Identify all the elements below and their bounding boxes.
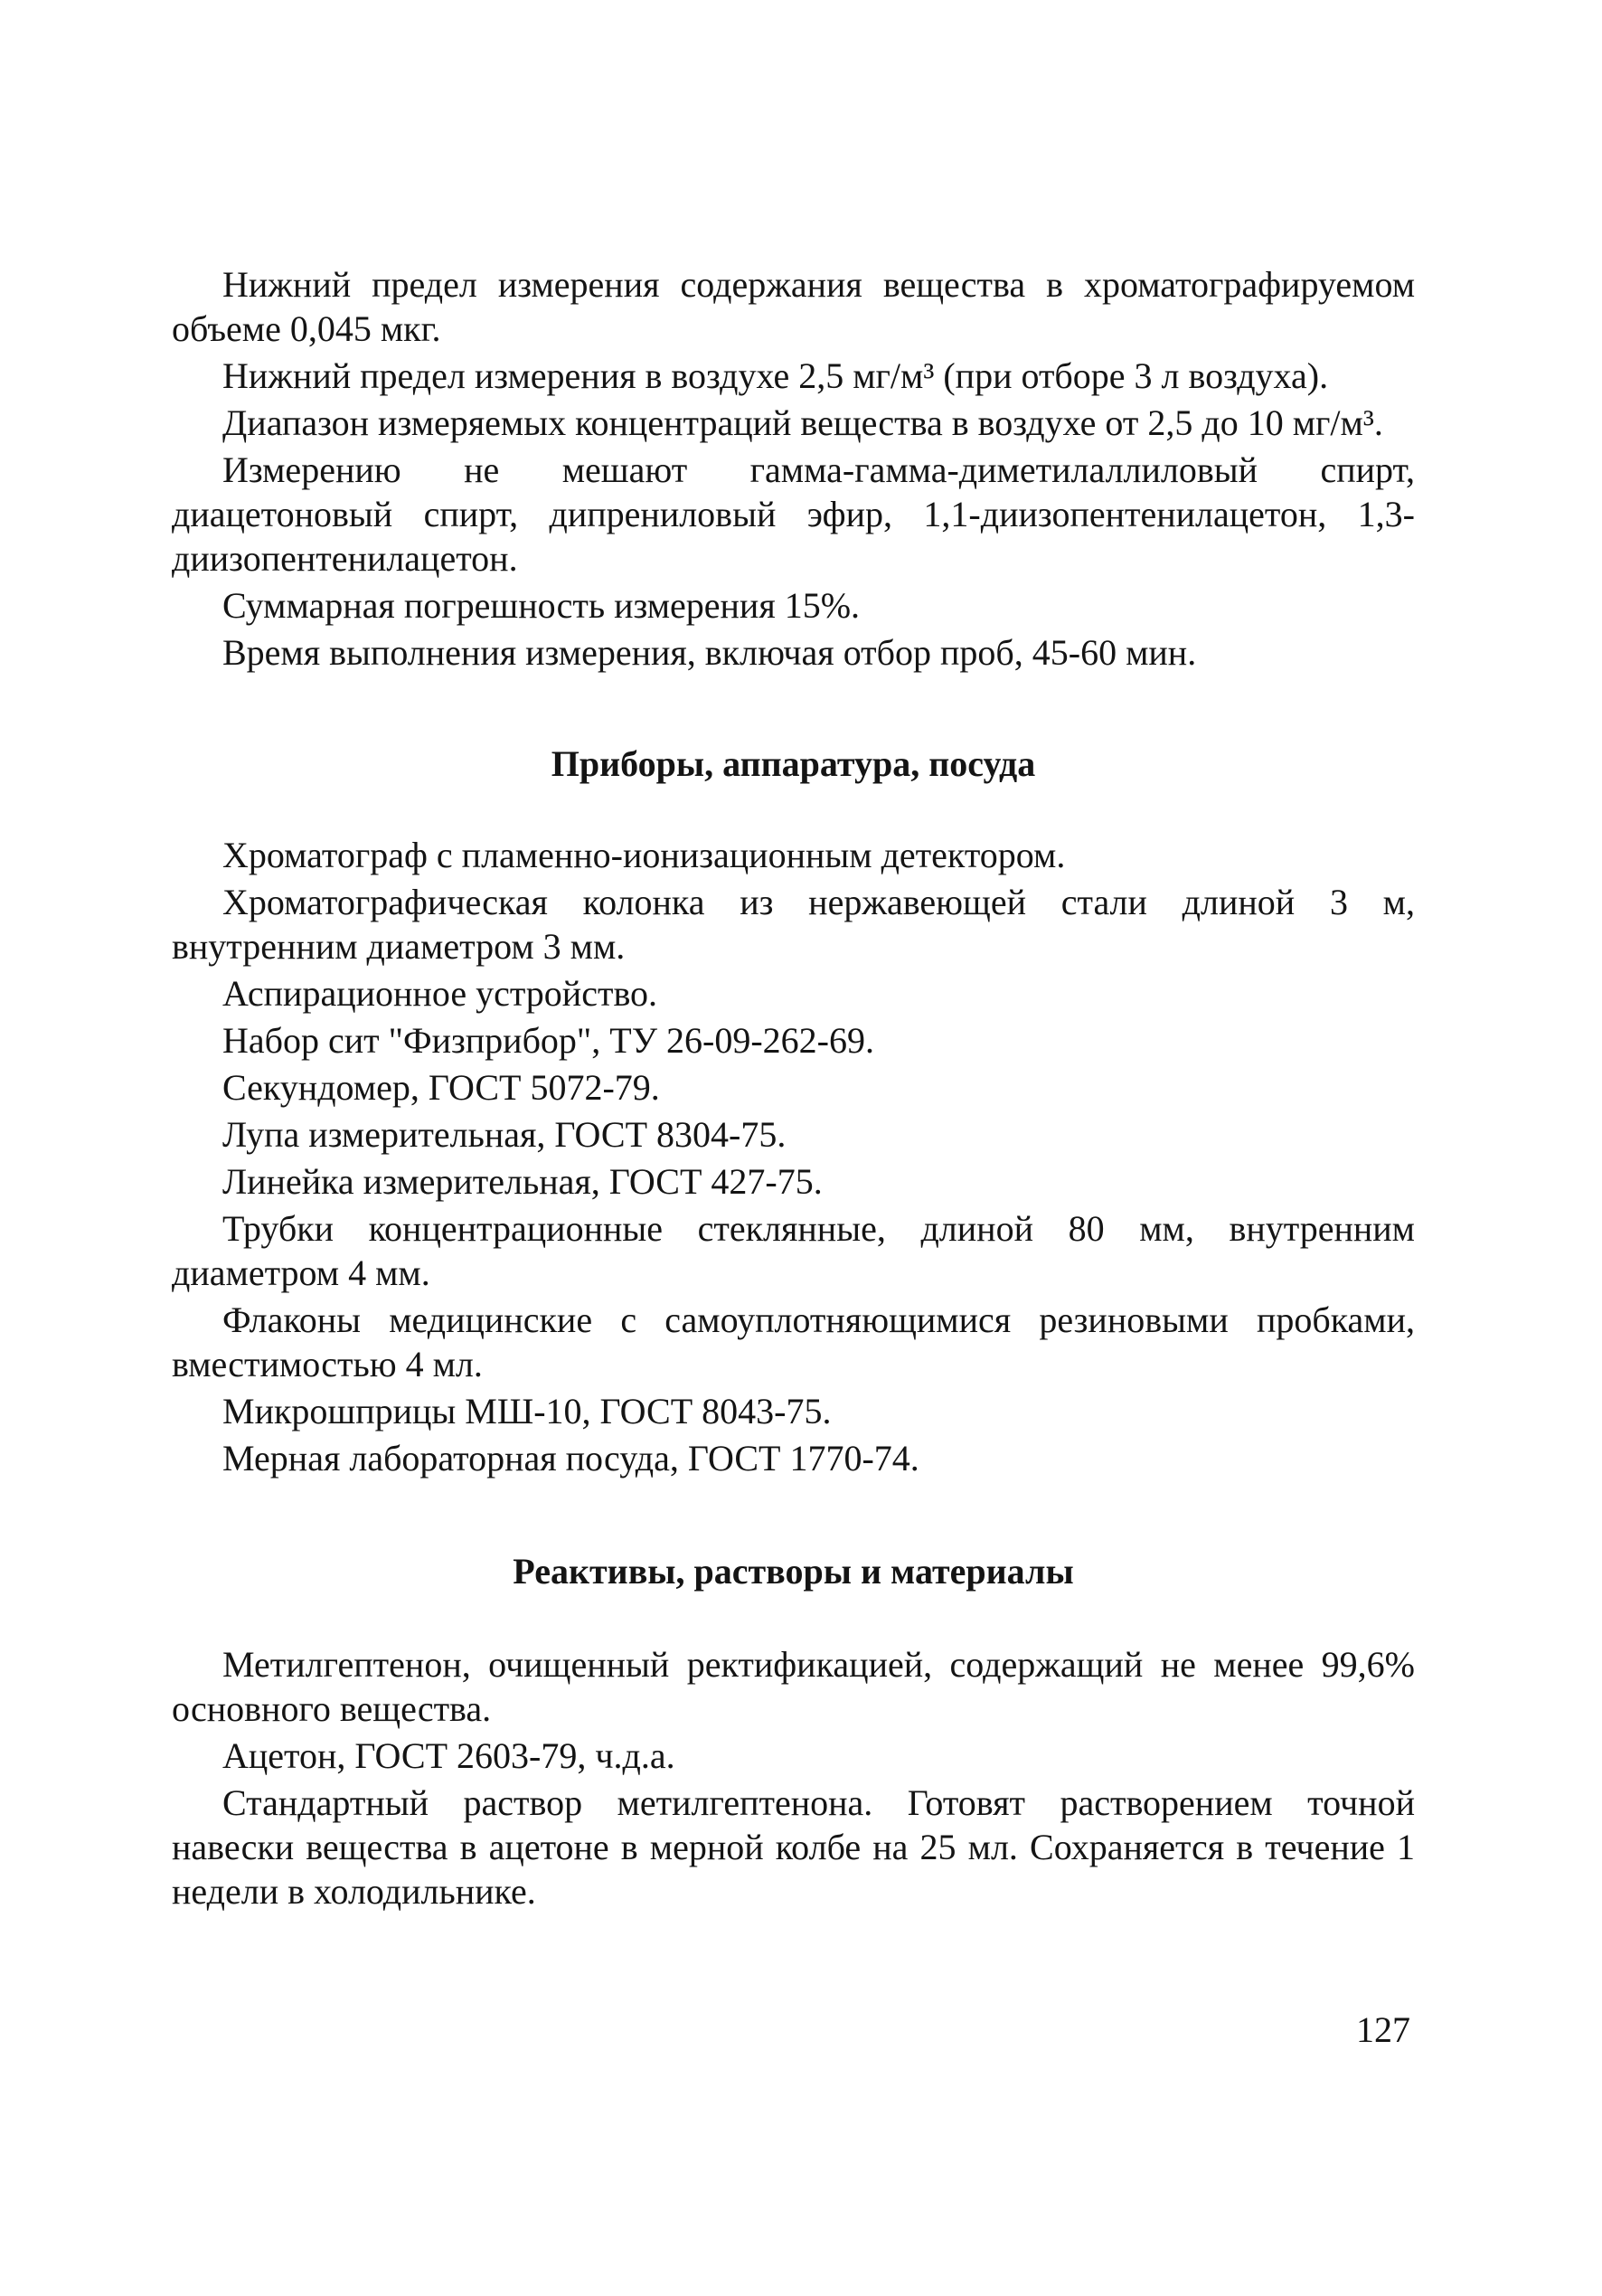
- reagent-item: Стандартный раствор метилгептенона. Готовят растворением точной навески вещества в ацетоне в мерной колбе на 25 мл. Сохраняется в течение 1 недели в холодильнике.: [172, 1782, 1415, 1912]
- reagent-item: Метилгептенон, очищенный ректификацией, содержащий не менее 99,6% основного вещества.: [172, 1644, 1415, 1729]
- non-interfering-substances: Измерению не мешают гамма-гамма-диметилаллиловый спирт, диацетоновый спирт, дипрениловый эфир, 1,1-диизопентенилацетон, 1,3-диизопентенилацетон.: [172, 449, 1415, 579]
- total-error: Суммарная погрешность измерения 15%.: [222, 585, 861, 626]
- intro-section: [172, 262, 1415, 675]
- equipment-item: Микрошприцы МШ-10, ГОСТ 8043-75.: [222, 1391, 832, 1431]
- equipment-item: Флаконы медицинские с самоуплотняющимися резиновыми пробками, вместимостью 4 мл.: [172, 1299, 1415, 1384]
- equipment-item: Аспирационное устройство.: [222, 973, 658, 1014]
- measurement-time: Время выполнения измерения, включая отбор проб, 45-60 мин.: [222, 632, 1197, 673]
- section-heading-reagents: Реактивы, растворы и материалы: [513, 1551, 1074, 1592]
- equipment-item: Набор сит "Физприбор", ТУ 26-09-262-69.: [222, 1020, 874, 1061]
- lower-limit-air: Нижний предел измерения в воздухе 2,5 мг/м³ (при отборе 3 л воздуха).: [222, 355, 1329, 396]
- equipment-item: Лупа измерительная, ГОСТ 8304-75.: [222, 1114, 787, 1155]
- document-page: [172, 262, 1415, 1913]
- equipment-item: Трубки концентрационные стеклянные, длиной 80 мм, внутренним диаметром 4 мм.: [172, 1208, 1415, 1293]
- equipment-item: Мерная лабораторная посуда, ГОСТ 1770-74.: [222, 1438, 919, 1479]
- reagents-list: [172, 1642, 1415, 1913]
- equipment-item: Линейка измерительная, ГОСТ 427-75.: [222, 1161, 823, 1202]
- reagent-item: Ацетон, ГОСТ 2603-79, ч.д.а.: [222, 1735, 675, 1776]
- lower-limit-volume: Нижний предел измерения содержания вещества в хроматографируемом объеме 0,045 мкг.: [172, 264, 1415, 349]
- page-number: 127: [1356, 2009, 1410, 2050]
- equipment-list: [172, 833, 1415, 1480]
- equipment-item: Хроматограф с пламенно-ионизационным детектором.: [222, 835, 1066, 875]
- equipment-item: Секундомер, ГОСТ 5072-79.: [222, 1067, 660, 1108]
- equipment-item: Хроматографическая колонка из нержавеющей стали длиной 3 м, внутренним диаметром 3 мм.: [172, 882, 1415, 967]
- section-heading-equipment: Приборы, аппаратура, посуда: [551, 743, 1036, 784]
- concentration-range: Диапазон измеряемых концентраций вещества в воздухе от 2,5 до 10 мг/м³.: [222, 402, 1383, 443]
